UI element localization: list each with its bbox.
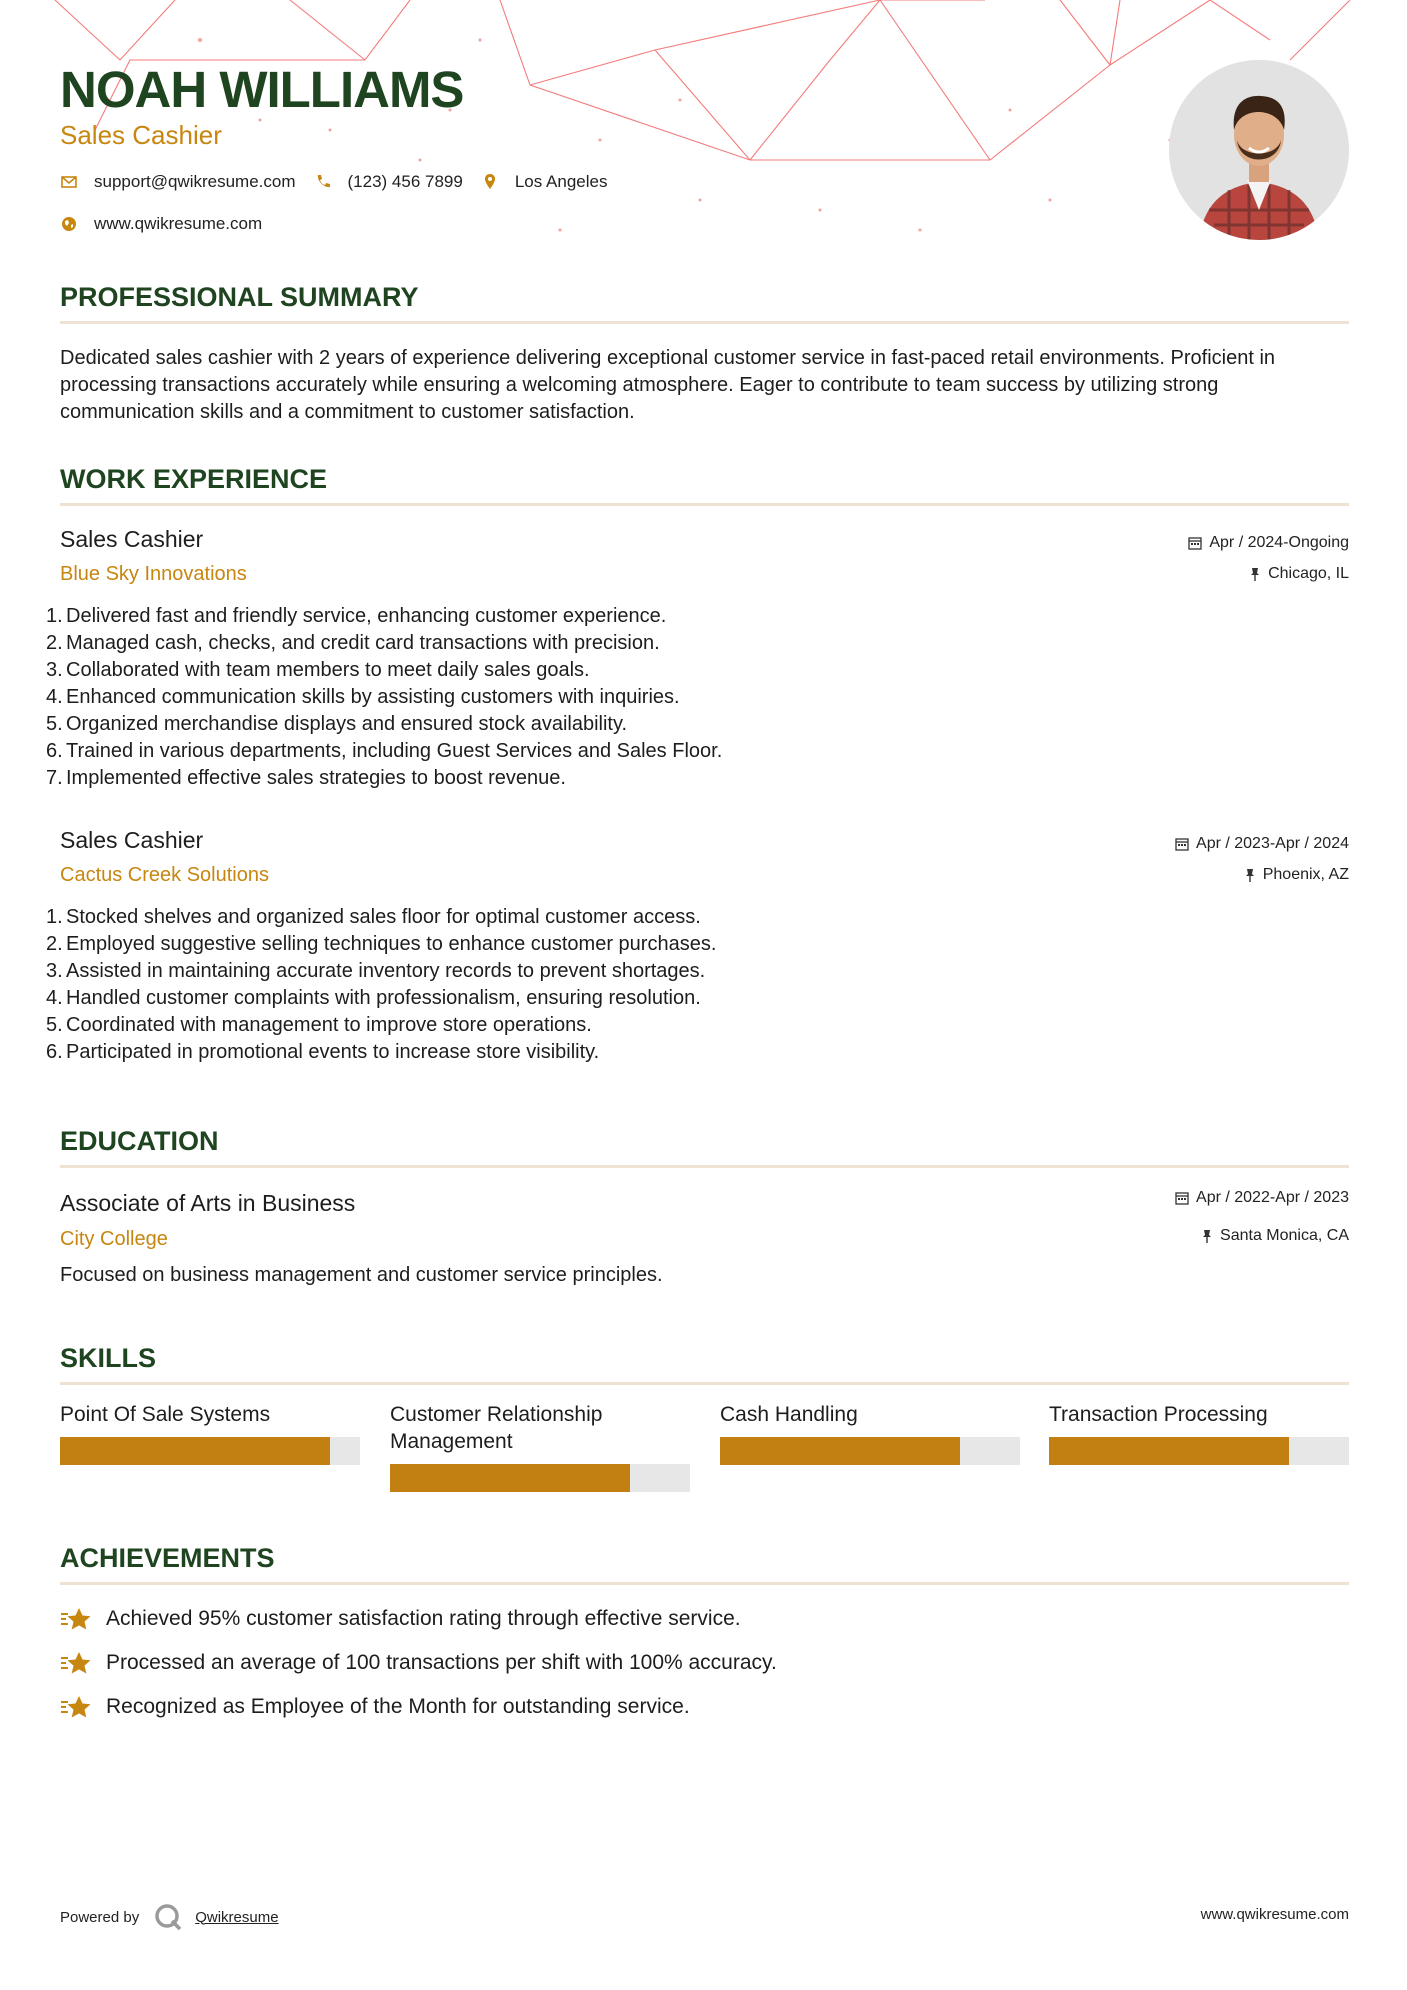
- section-title-summary: PROFESSIONAL SUMMARY: [60, 282, 419, 312]
- job-dates: [1188, 534, 1349, 552]
- list-item: 2. Employed suggestive selling techniques to enhance customer purchases.: [46, 933, 717, 955]
- star-icon: [60, 1650, 92, 1676]
- list-item: 7. Implemented effective sales strategies to boost revenue.: [46, 767, 566, 789]
- avatar: [1169, 60, 1349, 240]
- list-item: 3. Collaborated with team members to meet daily sales goals.: [46, 659, 590, 681]
- contact-email[interactable]: [60, 172, 296, 192]
- list-item: 3. Assisted in maintaining accurate inventory records to prevent shortages.: [46, 960, 706, 982]
- skill-level-bar: [1049, 1437, 1349, 1465]
- section-divider: [60, 503, 1349, 506]
- list-item: 4. Enhanced communication skills by assisting customers with inquiries.: [46, 686, 680, 708]
- job-bullet-list: [46, 904, 716, 1066]
- achievement-item: [60, 1650, 777, 1676]
- education-school: City College: [60, 1228, 168, 1250]
- education-dates: [1175, 1189, 1349, 1207]
- skill-level-bar: [390, 1464, 690, 1492]
- skill-level-fill: [1049, 1437, 1289, 1465]
- contact-location: [481, 172, 608, 192]
- skill-level-bar: [720, 1437, 1020, 1465]
- footer-powered-by: [60, 1902, 279, 1932]
- job-bullet-list: [46, 603, 722, 792]
- job-title: Sales Cashier: [60, 526, 204, 552]
- section-divider: [60, 1165, 1349, 1168]
- star-icon: [60, 1606, 92, 1632]
- contact-row: [60, 172, 625, 192]
- email-text: support@qwikresume.com: [94, 172, 296, 191]
- list-item: 4. Handled customer complaints with professionalism, ensuring resolution.: [46, 987, 701, 1009]
- contact-website[interactable]: [60, 214, 262, 234]
- section-divider: [60, 1382, 1349, 1385]
- achievement-text: Recognized as Employee of the Month for outstanding service.: [106, 1695, 690, 1718]
- skill-item: [1049, 1401, 1349, 1465]
- calendar-icon: [1188, 536, 1202, 550]
- skill-item: [390, 1401, 690, 1492]
- qwikresume-link[interactable]: Qwikresume: [195, 1908, 279, 1926]
- section-title-education: EDUCATION: [60, 1126, 219, 1156]
- job-dates-text: Apr / 2023-Apr / 2024: [1196, 835, 1349, 852]
- job-title: Sales Cashier: [60, 827, 204, 853]
- skill-name: Customer Relationship Management: [390, 1403, 603, 1453]
- achievement-text: Achieved 95% customer satisfaction rating through effective service.: [106, 1607, 741, 1630]
- list-item: 5. Organized merchandise displays and ensured stock availability.: [46, 713, 628, 735]
- star-icon: [60, 1694, 92, 1720]
- summary-text: Dedicated sales cashier with 2 years of experience delivering exceptional customer service in fast-paced retail environments. Proficient in processing transactions accurately while ensuring a welcoming atmosphere. Eager to contribute to team success by utilizing strong communication skills and a commitment to customer satisfaction.: [60, 347, 1276, 423]
- list-item: 1. Stocked shelves and organized sales floor for optimal customer access.: [46, 906, 701, 928]
- globe-icon: [60, 215, 78, 233]
- section-divider: [60, 321, 1349, 324]
- section-divider: [60, 1582, 1349, 1585]
- skill-name: Cash Handling: [720, 1403, 858, 1426]
- location-pin-icon: [481, 173, 499, 191]
- candidate-role: Sales Cashier: [60, 120, 222, 150]
- job-location: [1244, 866, 1349, 884]
- pushpin-icon: [1249, 567, 1261, 581]
- website-text: www.qwikresume.com: [94, 214, 263, 233]
- skill-level-fill: [390, 1464, 630, 1492]
- phone-text: (123) 456 7899: [347, 172, 463, 191]
- achievement-item: [60, 1694, 690, 1720]
- candidate-name: NOAH WILLIAMS: [60, 61, 464, 118]
- calendar-icon: [1175, 837, 1189, 851]
- list-item: 2. Managed cash, checks, and credit card transactions with precision.: [46, 632, 660, 654]
- skill-level-fill: [60, 1437, 330, 1465]
- skill-name: Point Of Sale Systems: [60, 1403, 271, 1426]
- section-title-experience: WORK EXPERIENCE: [60, 464, 328, 494]
- powered-by-label: Powered by: [60, 1908, 140, 1926]
- education-location-text: Santa Monica, CA: [1220, 1227, 1349, 1244]
- achievement-text: Processed an average of 100 transactions per shift with 100% accuracy.: [106, 1651, 777, 1674]
- education-dates-text: Apr / 2022-Apr / 2023: [1196, 1189, 1349, 1206]
- skill-level-fill: [720, 1437, 960, 1465]
- contact-web-row: [60, 214, 280, 234]
- education-location: [1201, 1227, 1349, 1245]
- mail-icon: [60, 173, 78, 191]
- job-dates-text: Apr / 2024-Ongoing: [1209, 534, 1349, 551]
- pushpin-icon: [1201, 1229, 1213, 1243]
- skill-item: [720, 1401, 1020, 1465]
- contact-phone[interactable]: [314, 172, 463, 192]
- job-company: Blue Sky Innovations: [60, 563, 247, 585]
- list-item: 6. Participated in promotional events to increase store visibility.: [46, 1041, 600, 1063]
- education-degree: Associate of Arts in Business: [60, 1190, 356, 1216]
- section-title-achievements: ACHIEVEMENTS: [60, 1543, 275, 1573]
- qwikresume-logo-icon: [153, 1902, 183, 1932]
- list-item: 5. Coordinated with management to improve store operations.: [46, 1014, 592, 1036]
- person-photo-icon: [1169, 60, 1349, 240]
- education-description: Focused on business management and customer service principles.: [60, 1264, 663, 1286]
- phone-icon: [314, 173, 332, 191]
- section-title-skills: SKILLS: [60, 1343, 157, 1373]
- skill-name: Transaction Processing: [1049, 1403, 1268, 1426]
- job-location-text: Phoenix, AZ: [1262, 866, 1349, 883]
- job-dates: [1175, 835, 1349, 853]
- location-text: Los Angeles: [514, 172, 608, 191]
- job-location: [1249, 565, 1349, 583]
- calendar-icon: [1175, 1191, 1189, 1205]
- skill-item: [60, 1401, 360, 1465]
- list-item: 1. Delivered fast and friendly service, enhancing customer experience.: [46, 605, 667, 627]
- job-company: Cactus Creek Solutions: [60, 864, 269, 886]
- job-location-text: Chicago, IL: [1268, 565, 1349, 582]
- achievement-item: [60, 1606, 741, 1632]
- footer-website[interactable]: www.qwikresume.com: [1200, 1906, 1349, 1923]
- pushpin-icon: [1244, 868, 1256, 882]
- list-item: 6. Trained in various departments, including Guest Services and Sales Floor.: [46, 740, 723, 762]
- skill-level-bar: [60, 1437, 360, 1465]
